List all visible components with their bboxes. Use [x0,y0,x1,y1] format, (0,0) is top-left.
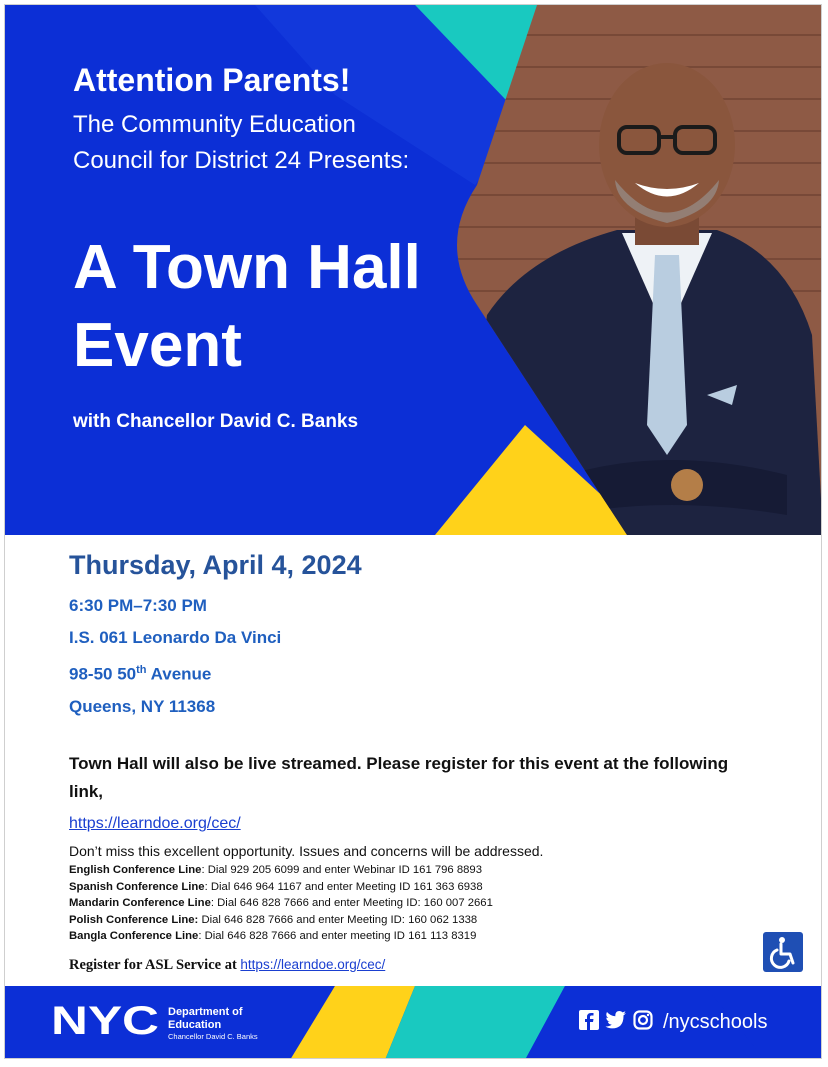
wheelchair-icon [763,932,803,972]
twitter-icon[interactable] [605,1010,627,1035]
dept-line-2: Education [168,1019,222,1031]
conference-line-bangla [69,928,689,945]
instagram-icon[interactable] [633,1010,653,1035]
svg-text:NYC: NYC [51,1002,159,1038]
social-links [579,1010,768,1035]
event-time: 6:30 PM–7:30 PM [69,596,207,615]
asl-registration [69,957,385,974]
street-ordinal-suffix: th [136,664,147,676]
facebook-icon[interactable] [579,1010,599,1035]
conference-detail: : Dial 646 828 7666 and enter Meeting ID: 160 007 2661 [210,897,493,909]
conference-line-polish [69,912,689,929]
event-address-city: Queens, NY 11368 [69,696,216,716]
presenter-text: The Community Education Council for District 24 Presents: [73,111,410,174]
dept-line-1: Department of [168,1006,243,1018]
event-venue: I.S. 061 Leonardo Da Vinci [69,628,282,647]
chancellor-portrait [417,5,822,535]
livestream-note: Town Hall will also be live streamed. Please register for this event at the following link, [69,754,729,801]
event-details [69,546,769,723]
conference-detail: : Dial 646 828 7666 and enter meeting ID 161 113 8319 [198,930,477,942]
dept-line-3: Chancellor David C. Banks [168,1032,258,1041]
conference-label: Mandarin Conference Line [69,897,211,909]
event-address-street [69,654,769,691]
conference-detail: : Dial 646 964 1167 and enter Meeting ID 161 363 6938 [204,880,483,893]
conference-label: Bangla Conference Line [69,930,199,942]
asl-link[interactable]: https://learndoe.org/cec/ [240,957,386,972]
conference-detail: Dial 646 828 7666 and enter Meeting ID: 160 062 1338 [198,913,478,926]
conference-label: English Conference Line [69,864,202,876]
hero-banner [5,5,822,535]
department-label [168,1006,258,1042]
street-name: Avenue [146,664,212,684]
conference-line-spanish [69,879,689,896]
dont-miss-text: Don’t miss this excellent opportunity. Issues and concerns will be addressed. [69,843,544,859]
conference-label: Polish Conference Line: [69,913,199,926]
registration-link[interactable]: https://learndoe.org/cec/ [69,815,241,832]
event-date: Thursday, April 4, 2024 [69,550,362,580]
conference-line-mandarin [69,895,689,912]
social-handle: /nycschools [663,1011,768,1033]
asl-text: Register for ASL Service at [69,957,241,973]
footer-banner [5,986,822,1059]
conference-lines [69,862,689,945]
guest-text: with Chancellor David C. Banks [73,411,359,432]
attention-heading: Attention Parents! [73,62,351,98]
hero-text [73,59,433,441]
event-title: A Town Hall Event [73,233,421,380]
flyer-page [4,4,822,1059]
conference-detail: : Dial 929 205 6099 and enter Webinar ID 161 796 8893 [201,864,482,876]
nyc-logo [51,1002,159,1038]
conference-label: Spanish Conference Line [69,880,205,893]
conference-line-english [69,862,689,879]
street-number: 98-50 50 [69,664,137,684]
